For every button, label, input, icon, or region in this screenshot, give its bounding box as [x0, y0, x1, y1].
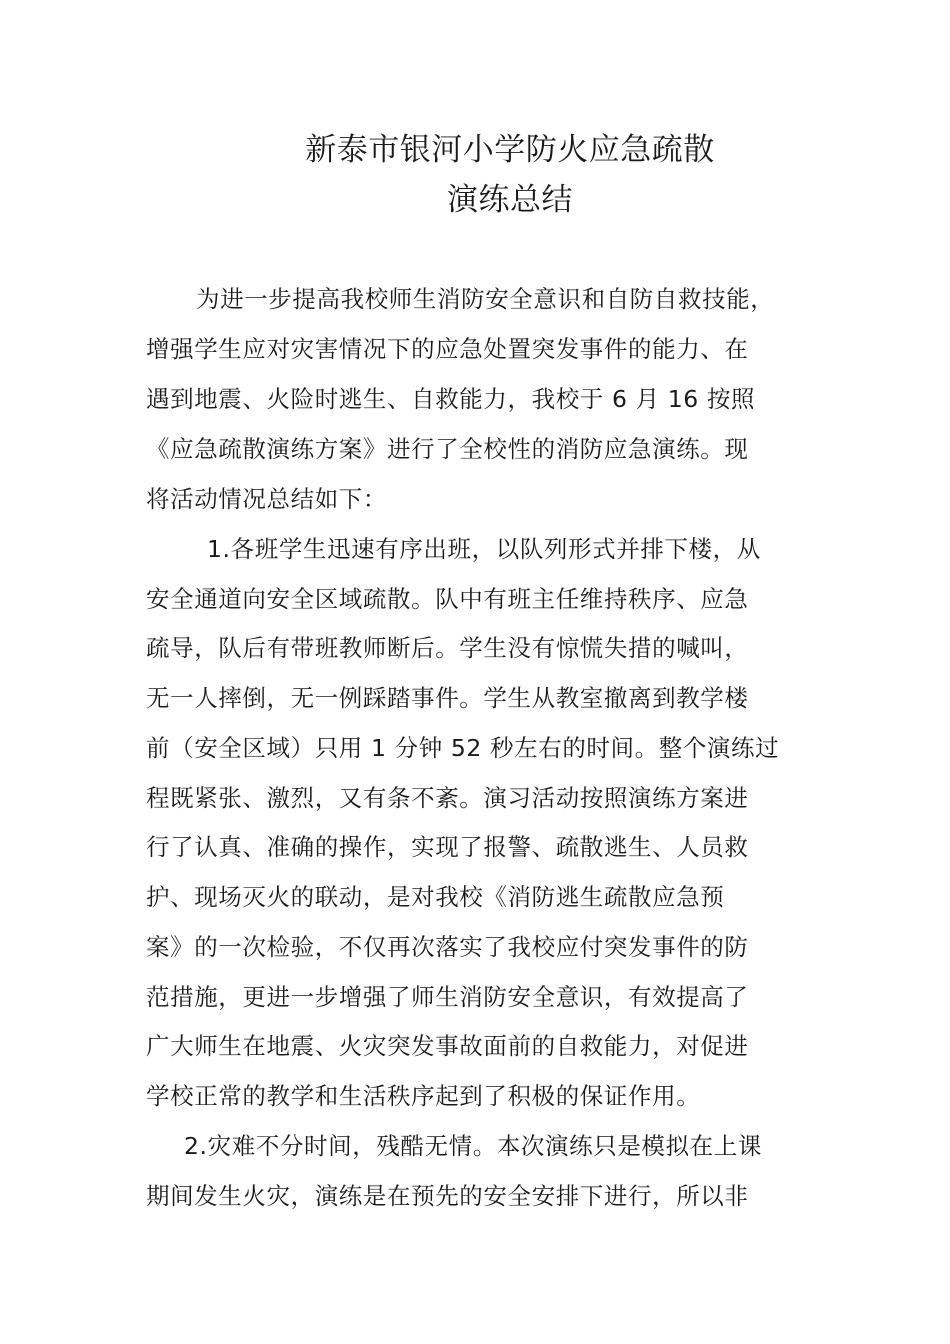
- paragraph-line: 为进一步提高我校师生消防安全意识和自防自救技能，: [196, 285, 775, 313]
- paragraph-line: 安全通道向安全区域疏散。队中有班主任维持秩序、应急: [146, 585, 749, 613]
- paragraph-line: 增强学生应对灾害情况下的应急处置突发事件的能力、在: [146, 335, 749, 363]
- paragraph-line: 行了认真、准确的操作，实现了报警、疏散逃生、人员救: [146, 833, 749, 861]
- paragraph-line: 案》的一次检验，不仅再次落实了我校应付突发事件的防: [146, 933, 749, 961]
- paragraph-line: 前（安全区域）只用 1 分钟 52 秒左右的时间。整个演练过: [146, 734, 780, 762]
- paragraph-line: 将活动情况总结如下：: [146, 485, 387, 513]
- paragraph-line: 期间发生火灾，演练是在预先的安全安排下进行，所以非: [146, 1182, 749, 1210]
- paragraph-line: 《应急疏散演练方案》进行了全校性的消防应急演练。现: [146, 435, 749, 463]
- paragraph-line: 疏导，队后有带班教师断后。学生没有惊慌失措的喊叫，: [146, 634, 749, 662]
- paragraph-line: 护、现场灭火的联动，是对我校《消防逃生疏散应急预: [146, 883, 725, 911]
- paragraph-line: 无一人摔倒，无一例踩踏事件。学生从教室撤离到教学楼: [146, 684, 749, 712]
- paragraph-line: 广大师生在地震、火灾突发事故面前的自救能力，对促进: [146, 1032, 749, 1060]
- paragraph-line: 程既紧张、激烈，又有条不紊。演习活动按照演练方案进: [146, 784, 749, 812]
- document-title-line-1: 新泰市银河小学防火应急疏散: [305, 132, 715, 168]
- paragraph-line: 范措施，更进一步增强了师生消防安全意识，有效提高了: [146, 983, 749, 1011]
- document-title-line-2: 演练总结: [447, 182, 573, 218]
- paragraph-line: 遇到地震、火险时逃生、自救能力，我校于 6 月 16 按照: [146, 385, 756, 413]
- paragraph-line: 学校正常的教学和生活秩序起到了积极的保证作用。: [146, 1082, 701, 1110]
- paragraph-line: 2.灾难不分时间，残酷无情。本次演练只是模拟在上课: [184, 1132, 762, 1160]
- paragraph-line: 1.各班学生迅速有序出班，以队列形式并排下楼，从: [207, 535, 761, 563]
